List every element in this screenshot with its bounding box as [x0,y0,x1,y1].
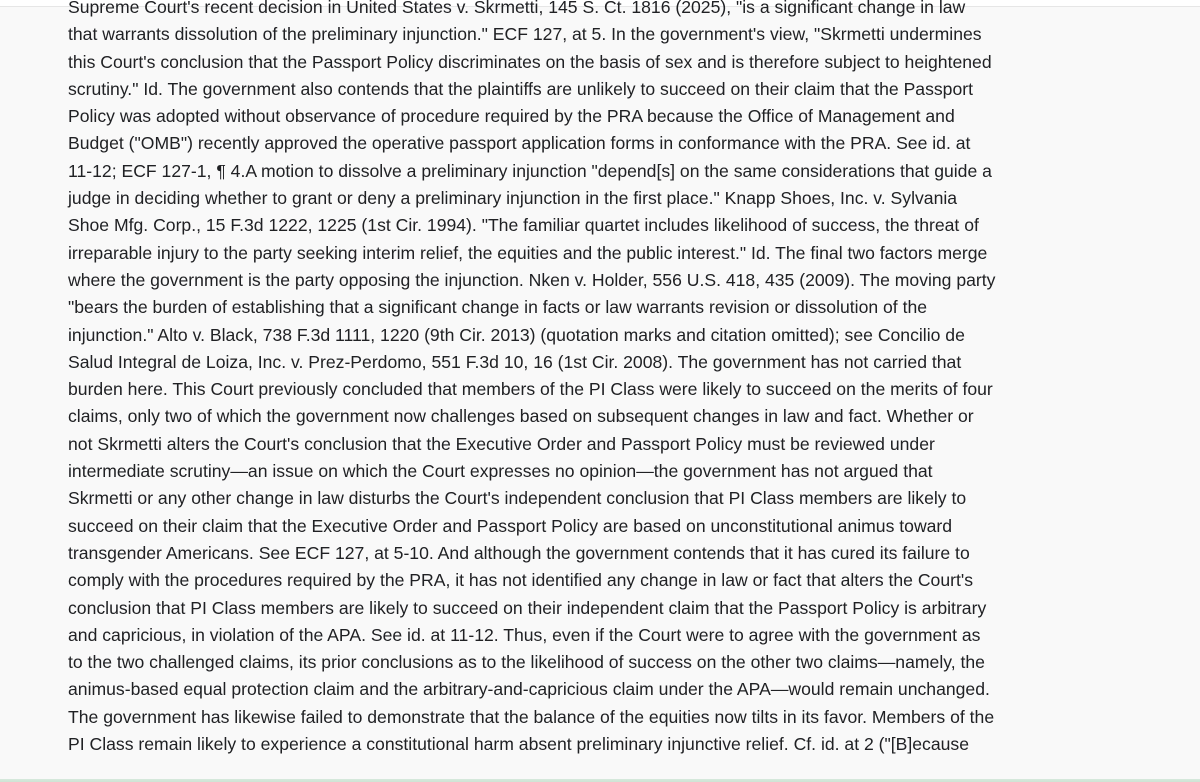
document-text-line: "bears the burden of establishing that a significant change in facts or law warrants revision or dissolution of the [68,297,928,318]
document-text-line: irreparable injury to the party seeking interim relief, the equities and the public interest." Id. The final two factors merge [68,242,988,263]
document-text-line: this Court's conclusion that the Passport Policy discriminates on the basis of sex and is therefore subject to heightened [68,51,992,72]
document-text-line: The government has likewise failed to demonstrate that the balance of the equities now tilts in its favor. Members of the [68,706,995,727]
document-text-line: burden here. This Court previously concluded that members of the PI Class were likely to succeed on the merits of four [68,379,993,400]
document-text-line: scrutiny." Id. The government also contends that the plaintiffs are unlikely to succeed on their claim that the Passport [68,78,973,99]
document-text-line: transgender Americans. See ECF 127, at 5-10. And although the government contends that it has cured its failure to [68,542,970,563]
document-text-line: succeed on their claim that the Executive Order and Passport Policy are based on unconstitutional animus toward [68,515,953,536]
document-text-line: Policy was adopted without observance of procedure required by the PRA because the Office of Management and [68,106,955,127]
document-text-line: Shoe Mfg. Corp., 15 F.3d 1222, 1225 (1st Cir. 1994). "The familiar quartet includes likelihood of success, the threat of [68,215,979,236]
document-text-line: comply with the procedures required by the PRA, it has not identified any change in law or fact that alters the Court's [68,570,974,591]
document-text-line: PI Class remain likely to experience a constitutional harm absent preliminary injunctive relief. Cf. id. at 2 ("[B]ecause [68,734,970,755]
document-text-line: to the two challenged claims, its prior conclusions as to the likelihood of success on the other two claims—namely, the [68,652,985,673]
document-text-line: where the government is the party opposing the injunction. Nken v. Holder, 556 U.S. 418, 435 (2009). The moving party [68,269,996,290]
document-text-line: animus-based equal protection claim and the arbitrary-and-capricious claim under the APA—would remain unchanged. [68,679,990,700]
document-body-text [68,0,1194,758]
document-text-line: intermediate scrutiny—an issue on which the Court expresses no opinion—the government has not argued that [68,461,933,482]
document-text-line: judge in deciding whether to grant or deny a preliminary injunction in the first place." Knapp Shoes, Inc. v. Sylvania [68,188,958,209]
document-text-line: 11-12; ECF 127-1, ¶ 4.A motion to dissolve a preliminary injunction "depend[s] on the same considerations that guide a [68,160,992,181]
document-text-line: and capricious, in violation of the APA. See id. at 11-12. Thus, even if the Court were to agree with the government as [68,624,981,645]
document-text-line: Budget ("OMB") recently approved the operative passport application forms in conformance with the PRA. See id. at [68,133,971,154]
document-text-line: Supreme Court's recent decision in United States v. Skrmetti, 145 S. Ct. 1816 (2025), "is a significant change in law [68,0,966,17]
document-text-line: claims, only two of which the government now challenges based on subsequent changes in law and fact. Whether or [68,406,974,427]
document-text-line: that warrants dissolution of the preliminary injunction." ECF 127, at 5. In the government's view, "Skrmetti undermines [68,24,982,45]
document-text-line: Salud Integral de Loiza, Inc. v. Prez-Perdomo, 551 F.3d 10, 16 (1st Cir. 2008). The government has not carried that [68,351,962,372]
document-text-line: not Skrmetti alters the Court's conclusion that the Executive Order and Passport Policy must be reviewed under [68,433,935,454]
document-text-line: conclusion that PI Class members are likely to succeed on their independent claim that the Passport Policy is arbitrary [68,597,987,618]
document-text-line: injunction." Alto v. Black, 738 F.3d 1111, 1220 (9th Cir. 2013) (quotation marks and citation omitted); see Concilio de [68,324,965,345]
document-text-line: Skrmetti or any other change in law disturbs the Court's independent conclusion that PI Class members are likely to [68,488,967,509]
